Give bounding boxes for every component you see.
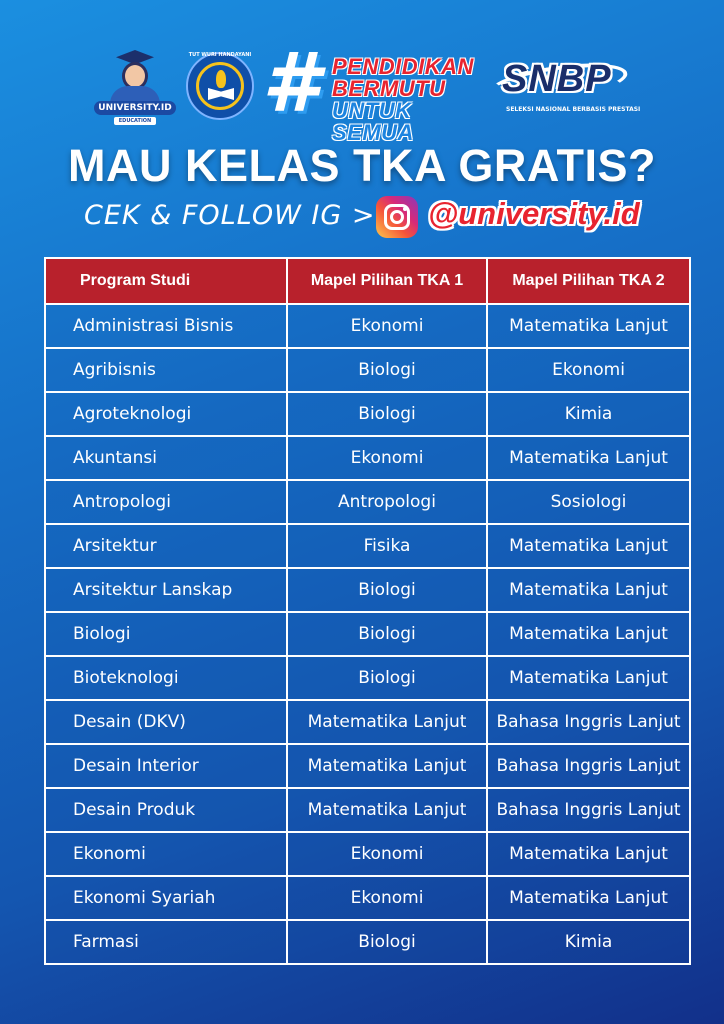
university-logo-sub: EDUCATION [114, 117, 156, 125]
cell-mapel-2: Matematika Lanjut [487, 436, 690, 480]
cell-mapel-2: Bahasa Inggris Lanjut [487, 788, 690, 832]
cell-mapel-1: Biologi [287, 612, 487, 656]
table-row [45, 524, 690, 568]
logo-bar [0, 36, 724, 145]
snbp-logo [488, 56, 641, 118]
table-row [45, 788, 690, 832]
instagram-dot-shape [403, 207, 407, 211]
cell-program-studi: Biologi [45, 612, 287, 656]
tut-wuri-handayani-logo [186, 52, 254, 120]
table-row [45, 436, 690, 480]
university-logo-label: UNIVERSITY.ID [94, 101, 176, 115]
table-row [45, 876, 690, 920]
cell-program-studi: Bioteknologi [45, 656, 287, 700]
instagram-lens-shape [390, 210, 404, 224]
pendidikan-bermutu-logo [262, 36, 488, 145]
cell-mapel-1: Ekonomi [287, 304, 487, 348]
university-id-logo [94, 50, 176, 132]
cell-mapel-2: Bahasa Inggris Lanjut [487, 700, 690, 744]
hashtag-icon: # [262, 36, 320, 131]
tut-wuri-motto: TUT WURI HANDAYANI [188, 52, 252, 58]
campaign-line-1: PENDIDIKAN [332, 54, 474, 79]
cell-mapel-2: Matematika Lanjut [487, 832, 690, 876]
header-mapel-1: Mapel Pilihan TKA 1 [287, 258, 487, 304]
cell-mapel-1: Biologi [287, 656, 487, 700]
cell-program-studi: Arsitektur Lanskap [45, 568, 287, 612]
cell-mapel-2: Kimia [487, 920, 690, 964]
cell-program-studi: Antropologi [45, 480, 287, 524]
instagram-icon[interactable] [376, 196, 418, 238]
cell-program-studi: Ekonomi [45, 832, 287, 876]
instagram-cta [84, 196, 654, 240]
cell-mapel-1: Matematika Lanjut [287, 788, 487, 832]
cell-mapel-2: Matematika Lanjut [487, 656, 690, 700]
program-table [44, 257, 691, 965]
cell-program-studi: Farmasi [45, 920, 287, 964]
cell-mapel-1: Biologi [287, 920, 487, 964]
cell-mapel-2: Matematika Lanjut [487, 304, 690, 348]
cell-mapel-1: Biologi [287, 568, 487, 612]
cell-program-studi: Arsitektur [45, 524, 287, 568]
cell-mapel-2: Bahasa Inggris Lanjut [487, 744, 690, 788]
cell-mapel-2: Sosiologi [487, 480, 690, 524]
cell-mapel-1: Antropologi [287, 480, 487, 524]
cell-mapel-2: Ekonomi [487, 348, 690, 392]
cell-program-studi: Agribisnis [45, 348, 287, 392]
cta-lead-text: CEK & FOLLOW IG > [84, 200, 376, 231]
cell-mapel-1: Biologi [287, 392, 487, 436]
table-header-row [45, 258, 690, 304]
cell-mapel-1: Ekonomi [287, 436, 487, 480]
table-row [45, 612, 690, 656]
cell-program-studi: Akuntansi [45, 436, 287, 480]
cell-program-studi: Desain Produk [45, 788, 287, 832]
campaign-line-3: UNTUK SEMUA [332, 98, 414, 145]
table-row [45, 348, 690, 392]
table-body [45, 304, 690, 964]
cell-program-studi: Desain Interior [45, 744, 287, 788]
cell-program-studi: Agroteknologi [45, 392, 287, 436]
cell-mapel-2: Matematika Lanjut [487, 876, 690, 920]
cell-program-studi: Administrasi Bisnis [45, 304, 287, 348]
table-row [45, 392, 690, 436]
table-row [45, 304, 690, 348]
table-row [45, 568, 690, 612]
header-program-studi: Program Studi [45, 258, 287, 304]
cell-mapel-2: Kimia [487, 392, 690, 436]
table-row [45, 656, 690, 700]
instagram-handle-link[interactable]: @university.id [428, 196, 640, 231]
cell-mapel-1: Ekonomi [287, 832, 487, 876]
page-title: MAU KELAS TKA GRATIS? [68, 140, 656, 191]
cell-mapel-2: Matematika Lanjut [487, 612, 690, 656]
snbp-logo-sub: SELEKSI NASIONAL BERBASIS PRESTASI [506, 106, 641, 113]
table-row [45, 700, 690, 744]
table-row [45, 744, 690, 788]
flame-icon [216, 70, 226, 88]
cell-mapel-2: Matematika Lanjut [487, 524, 690, 568]
cell-mapel-2: Matematika Lanjut [487, 568, 690, 612]
cell-program-studi: Desain (DKV) [45, 700, 287, 744]
campaign-line-2: BERMUTU [332, 76, 446, 101]
cell-mapel-1: Matematika Lanjut [287, 744, 487, 788]
table-row [45, 832, 690, 876]
header-mapel-2: Mapel Pilihan TKA 2 [487, 258, 690, 304]
table-row [45, 480, 690, 524]
cell-program-studi: Ekonomi Syariah [45, 876, 287, 920]
cell-mapel-1: Biologi [287, 348, 487, 392]
snbp-logo-label: SNBP [502, 58, 612, 100]
cell-mapel-1: Fisika [287, 524, 487, 568]
cell-mapel-1: Ekonomi [287, 876, 487, 920]
cell-mapel-1: Matematika Lanjut [287, 700, 487, 744]
table-row [45, 920, 690, 964]
